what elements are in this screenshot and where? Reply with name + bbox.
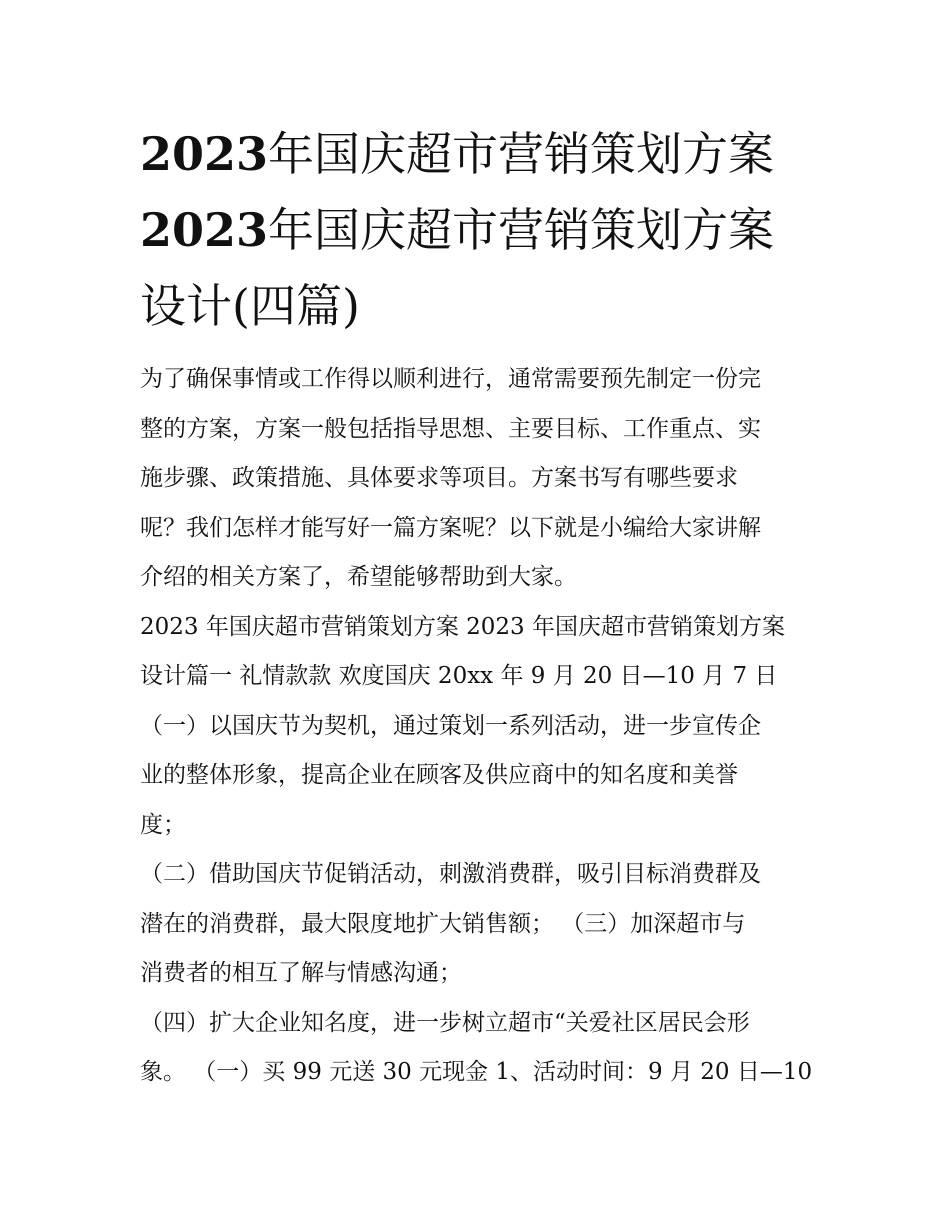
body-line: 整的方案，方案一般包括指导思想、主要目标、工作重点、实: [140, 415, 761, 442]
body-line: 度；: [140, 811, 186, 838]
body-line: 为了确保事情或工作得以顺利进行，通常需要预先制定一份完: [140, 366, 761, 392]
document-title: [140, 116, 820, 344]
document-body: [140, 355, 830, 1098]
body-line: 设计篇一 礼情款款 欢度国庆 20xx 年 9 月 20 日—10 月 7 日: [140, 663, 778, 689]
title-text: 年国庆超市营销策划方案: [268, 127, 775, 181]
body-line: 施步骤、政策措施、具体要求等项目。方案书写有哪些要求: [140, 465, 738, 491]
title-line-3: [140, 268, 820, 344]
body-line: 呢？我们怎样才能写好一篇方案呢？以下就是小编给大家讲解: [140, 514, 761, 541]
title-line-1: [140, 116, 820, 192]
title-year: 2023: [140, 127, 269, 181]
body-line: （一）以国庆节为契机，通过策划一系列活动，进一步宣传企: [140, 712, 761, 739]
body-line: （二）借助国庆节促销活动，刺激消费群，吸引目标消费群及: [140, 861, 761, 887]
title-text: 设计(四篇): [140, 279, 360, 333]
body-line: 介绍的相关方案了，希望能够帮助到大家。: [140, 564, 577, 590]
body-line: 2023 年国庆超市营销策划方案 2023 年国庆超市营销策划方案: [140, 613, 785, 640]
title-line-2: [140, 192, 820, 268]
body-line: （四）扩大企业知名度，进一步树立超市“关爱社区居民会形: [140, 1009, 750, 1036]
title-text: 年国庆超市营销策划方案: [268, 203, 775, 257]
body-line: 消费者的相互了解与情感沟通；: [140, 960, 462, 986]
body-line: 象。 （一）买 99 元送 30 元现金 1、活动时间：9 月 20 日—10: [140, 1059, 813, 1085]
title-year: 2023: [140, 203, 269, 257]
body-line: 潜在的消费群，最大限度地扩大销售额； （三）加深超市与: [140, 910, 746, 937]
body-line: 业的整体形象，提高企业在顾客及供应商中的知名度和美誉: [140, 762, 738, 788]
